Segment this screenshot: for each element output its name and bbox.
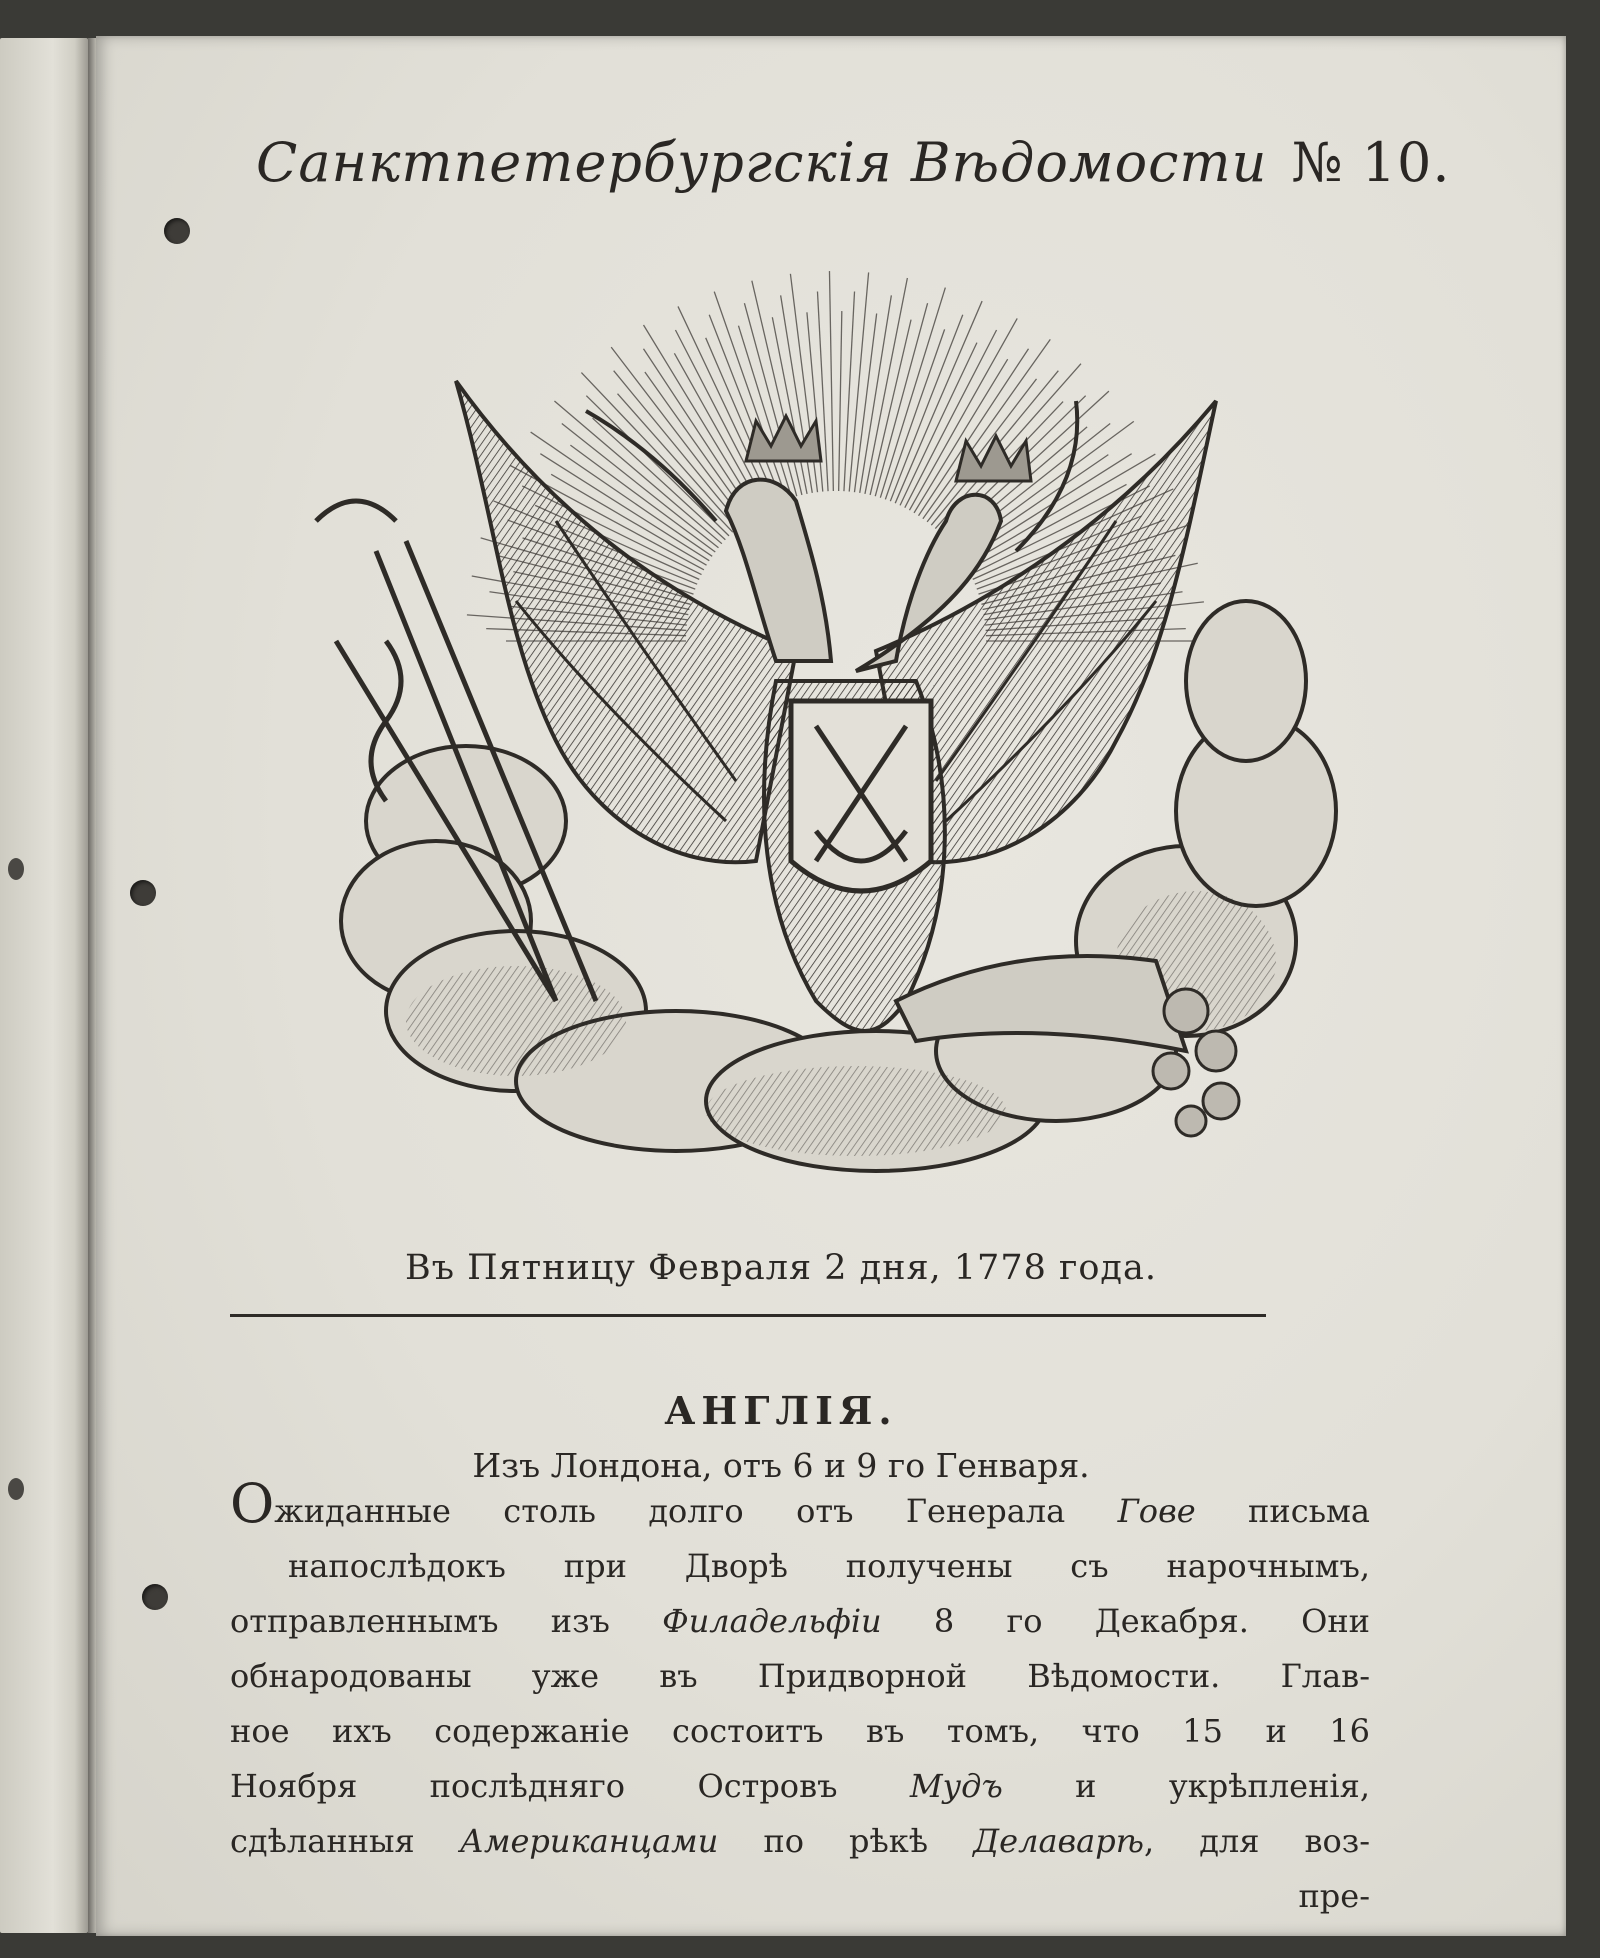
section-subheading: Изъ Лондона, отъ 6 и 9 го Генваря. — [472, 1446, 1090, 1485]
article-text: жиданные столь долго отъ Генерала — [274, 1492, 1118, 1530]
catchword: пре- — [1298, 1877, 1370, 1915]
river-name: Делаварѣ — [973, 1822, 1144, 1860]
double-headed-eagle-icon — [256, 221, 1396, 1241]
article-line: обнародованы уже въ Придворной Вѣдомости. Глав- — [230, 1657, 1370, 1695]
article-text: и укрѣпленія, — [1002, 1767, 1371, 1805]
article-line: напослѣдокъ при Дворѣ получены съ нарочнымъ, — [288, 1547, 1370, 1585]
newspaper-page — [96, 36, 1566, 1936]
binding-hole — [8, 1478, 24, 1500]
sun-ray — [714, 292, 786, 500]
sun-ray — [586, 396, 729, 536]
people-name: Американцами — [459, 1822, 719, 1860]
facing-page-edge — [0, 38, 88, 1933]
article-text: по рѣкѣ — [718, 1822, 974, 1860]
sun-ray — [880, 288, 945, 498]
article-line: ное ихъ содержаніе состоитъ въ томъ, что 15 и 16 — [230, 1712, 1370, 1750]
sun-ray — [709, 315, 781, 501]
place-name: Филадельфіи — [662, 1602, 882, 1640]
punched-hole — [164, 218, 190, 244]
masthead — [256, 131, 1556, 194]
masthead-title: Санктпетербургскія Вѣдомости — [256, 131, 1268, 194]
issue-number: № 10. — [1291, 131, 1451, 194]
book-gutter — [88, 38, 96, 1933]
sun-ray — [923, 339, 1050, 518]
sun-ray — [593, 418, 726, 540]
binding-hole — [8, 858, 24, 880]
article-text: письма — [1195, 1492, 1371, 1530]
article-text: отправленнымъ изъ — [230, 1602, 663, 1640]
sun-ray — [829, 271, 833, 491]
article-text: 8 го Декабря. Они — [881, 1602, 1371, 1640]
sun-ray — [890, 315, 962, 501]
article-body — [230, 1472, 1371, 1924]
sun-ray — [865, 278, 907, 494]
punched-hole — [130, 880, 156, 906]
sun-ray — [870, 320, 911, 495]
sun-ray — [839, 311, 842, 491]
person-name: Гове — [1117, 1492, 1196, 1530]
issue-dateline: Въ Пятницу Февраля 2 дня, 1778 года. — [405, 1248, 1157, 1288]
drop-cap: О — [230, 1472, 275, 1535]
article-text: Ноября послѣдняго Островъ — [230, 1767, 910, 1805]
article-text: , для воз- — [1143, 1822, 1371, 1860]
article-text: сдѣланныя — [230, 1822, 460, 1860]
section-country: АНГЛІЯ. — [664, 1388, 898, 1433]
sun-ray — [844, 291, 855, 491]
sun-ray — [772, 317, 807, 494]
place-name: Мудъ — [909, 1767, 1003, 1805]
sun-ray — [854, 314, 876, 493]
punched-hole — [142, 1584, 168, 1610]
horizontal-rule — [230, 1314, 1266, 1317]
